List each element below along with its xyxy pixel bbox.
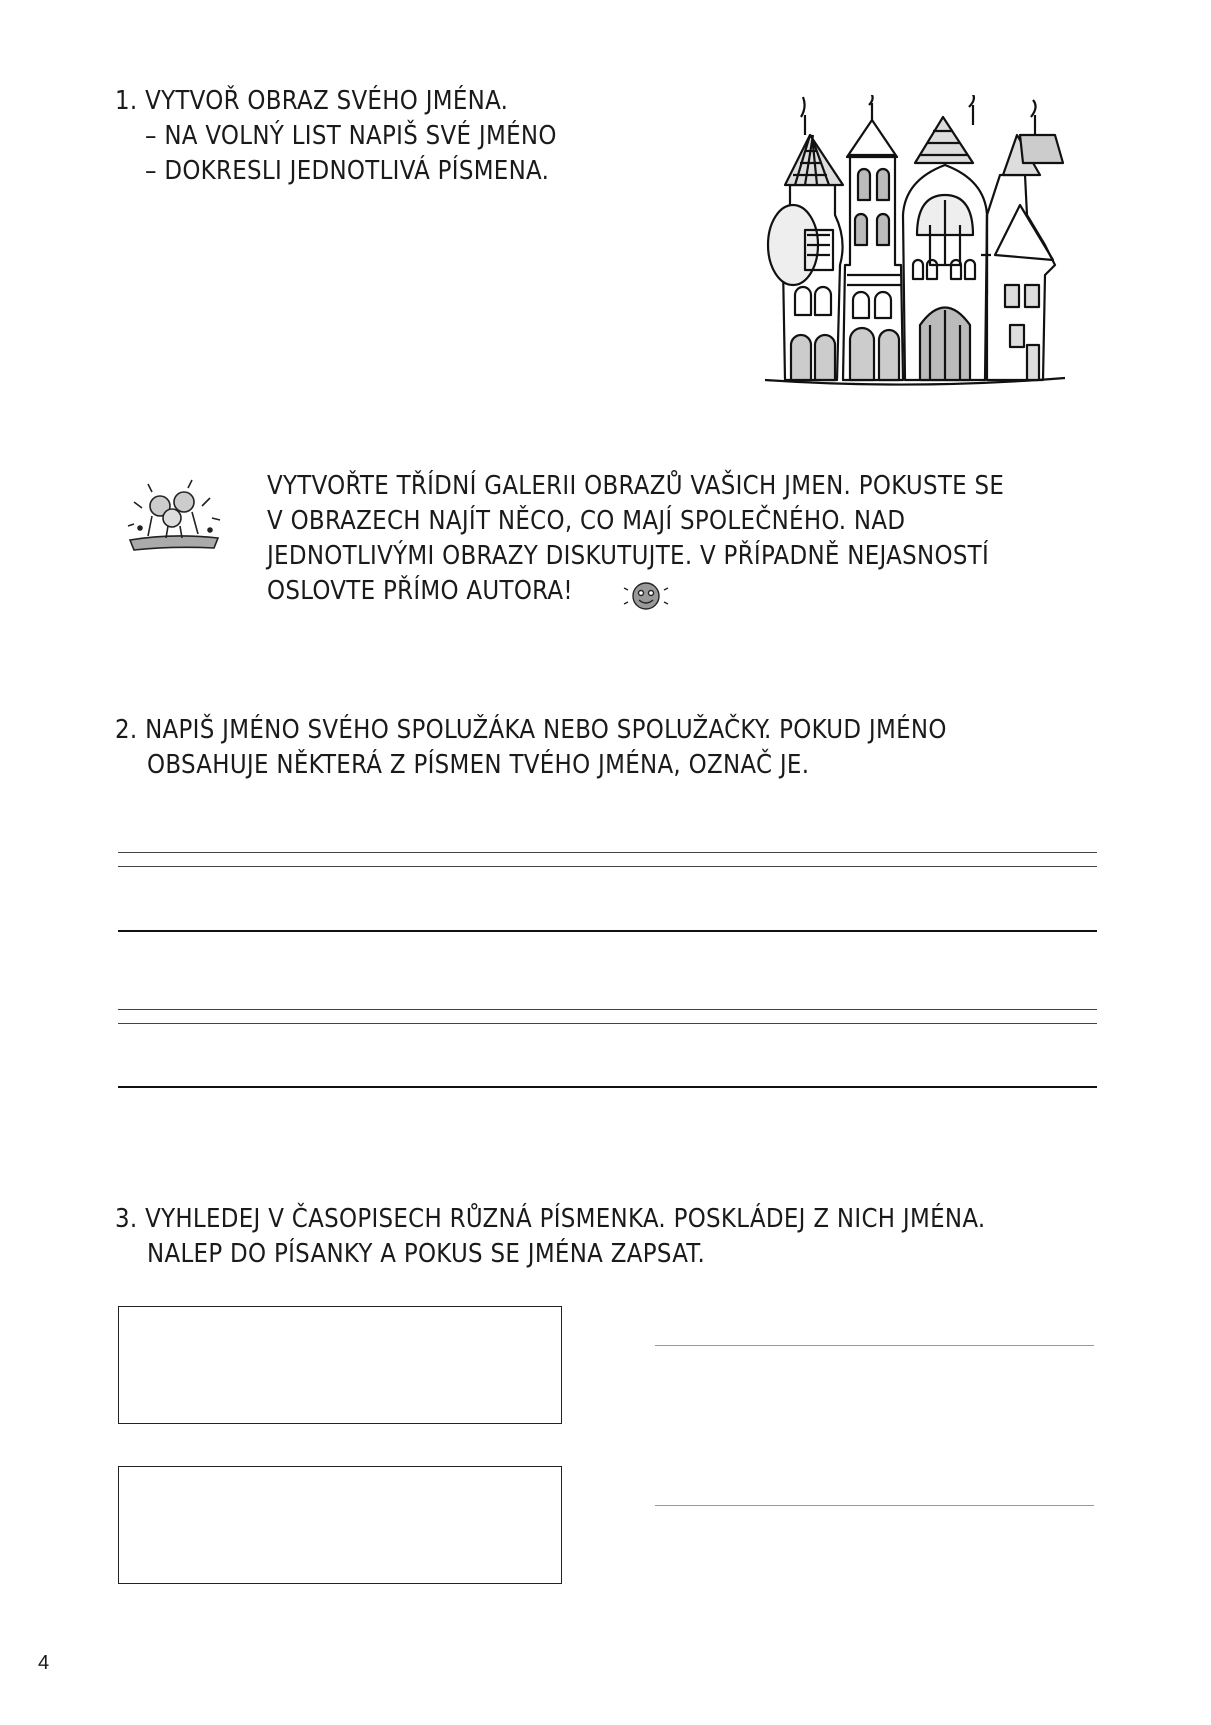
task2-line-1: 2. NAPIŠ JMÉNO SVÉHO SPOLUŽÁKA NEBO SPOLUŽAČKY. POKUD JMÉNO xyxy=(115,715,947,745)
group-activity-line-2: V OBRAZECH NAJÍT NĚCO, CO MAJÍ SPOLEČNÉHO. NAD xyxy=(267,506,906,536)
name-writing-line xyxy=(655,1345,1094,1346)
smiley-face-icon xyxy=(622,576,670,616)
task2-number: 2. xyxy=(115,715,138,745)
task1-text xyxy=(115,84,557,189)
castle-illustration xyxy=(755,95,1075,395)
task3-text xyxy=(115,1202,985,1272)
task3-line-2: NALEP DO PÍSANKY A POKUS SE JMÉNA ZAPSAT. xyxy=(147,1239,706,1269)
group-activity-line-1: VYTVOŘTE TŘÍDNÍ GALERII OBRAZŮ VAŠICH JMEN. POKUSTE SE xyxy=(267,471,1005,501)
writing-line-mid xyxy=(118,866,1097,867)
task3-line-1: 3. VYHLEDEJ V ČASOPISECH RŮZNÁ PÍSMENKA. POSKLÁDEJ Z NICH JMÉNA. xyxy=(115,1204,986,1234)
task2-line-2: OBSAHUJE NĚKTERÁ Z PÍSMEN TVÉHO JMÉNA, OZNAČ JE. xyxy=(147,750,810,780)
task1-line-3: – DOKRESLI JEDNOTLIVÁ PÍSMENA. xyxy=(145,156,550,186)
writing-line-top xyxy=(118,852,1097,853)
writing-line-mid xyxy=(118,1023,1097,1024)
task2-text xyxy=(115,713,947,783)
group-activity-line-3: JEDNOTLIVÝMI OBRAZY DISKUTUJTE. V PŘÍPADNĚ NEJASNOSTÍ xyxy=(267,541,990,571)
task1-line-1: 1. VYTVOŘ OBRAZ SVÉHO JMÉNA. xyxy=(115,86,509,116)
task1-number: 1. xyxy=(115,86,138,116)
paste-box xyxy=(118,1306,562,1424)
group-activity-line-4: OSLOVTE PŘÍMO AUTORA! xyxy=(267,576,573,606)
paste-box xyxy=(118,1466,562,1584)
task3-number: 3. xyxy=(115,1204,138,1234)
page-number: 4 xyxy=(38,1652,50,1674)
name-writing-line xyxy=(655,1505,1094,1506)
children-group-icon xyxy=(122,478,230,558)
writing-line-base xyxy=(118,1086,1097,1088)
writing-line-base xyxy=(118,930,1097,932)
writing-line-top xyxy=(118,1009,1097,1010)
task1-line-2: – NA VOLNÝ LIST NAPIŠ SVÉ JMÉNO xyxy=(145,121,557,151)
